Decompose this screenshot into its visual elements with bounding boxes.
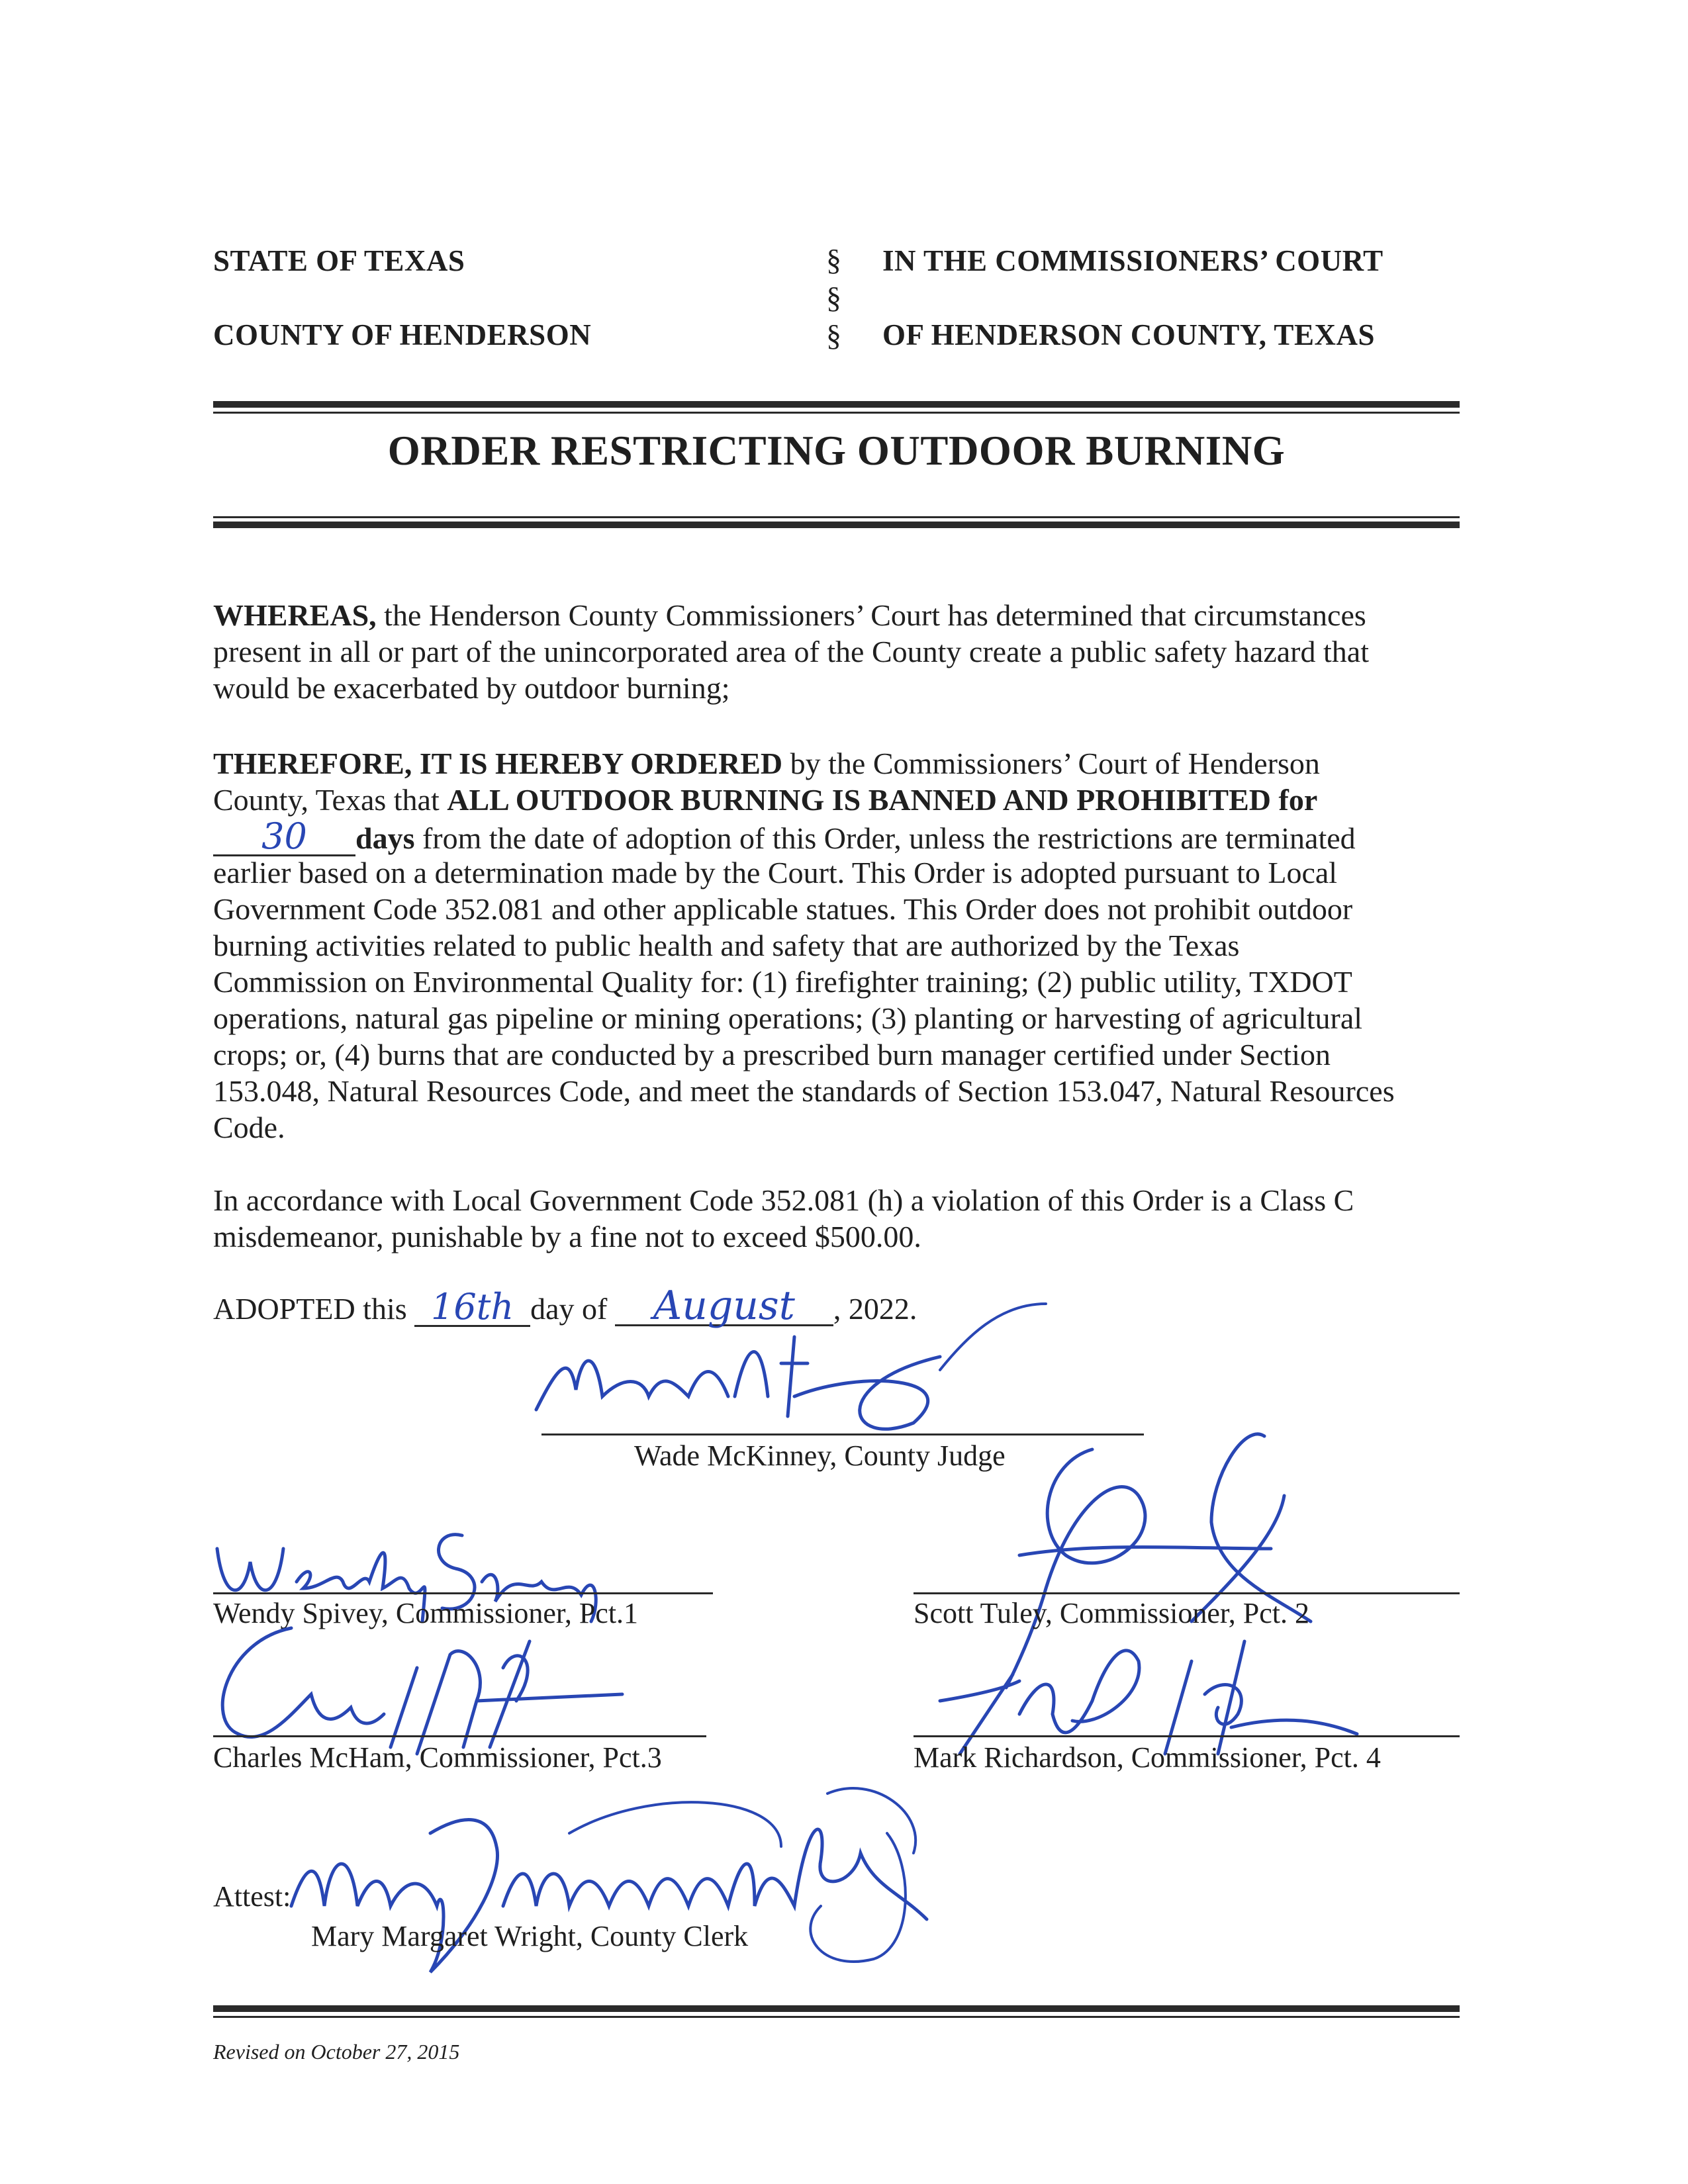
therefore-paragraph	[213, 745, 1471, 1146]
penalty-line-1: In accordance with Local Government Code 352.081 (h) a violation of this Order is a Class C	[213, 1183, 1354, 1217]
pct2-name-label: Scott Tuley, Commissioner, Pct. 2	[914, 1597, 1310, 1629]
caption-court: IN THE COMMISSIONERS’ COURT	[882, 244, 1383, 277]
therefore-line-7: Commission on Environmental Quality for: (1) firefighter training; (2) public utility, TXDOT	[213, 965, 1352, 999]
title-bottom-rule-thin	[213, 516, 1460, 518]
therefore-line-4: earlier based on a determination made by the Court. This Order is adopted pursuant to Local	[213, 856, 1338, 889]
whereas-line-2: present in all or part of the unincorporated area of the County create a public safety hazard that	[213, 635, 1369, 668]
therefore-lead: THEREFORE, IT IS HEREBY ORDERED	[213, 747, 783, 780]
bottom-rule-thin	[213, 2016, 1460, 2018]
caption-state: STATE OF TEXAS	[213, 244, 465, 277]
pct1-signature-line	[213, 1592, 713, 1594]
penalty-line-2: misdemeanor, punishable by a fine not to exceed $500.00.	[213, 1220, 921, 1253]
section-symbol-2: §	[826, 281, 841, 314]
pct1-name-label: Wendy Spivey, Commissioner, Pct.1	[213, 1597, 639, 1629]
therefore-line-9: crops; or, (4) burns that are conducted by a prescribed burn manager certified under Section	[213, 1038, 1331, 1071]
bottom-rule-thick	[213, 2005, 1460, 2012]
whereas-lead: WHEREAS,	[213, 598, 377, 632]
title-top-rule-thick	[213, 401, 1460, 408]
section-symbol-1: §	[826, 243, 841, 277]
therefore-line-1: THEREFORE, IT IS HEREBY ORDERED by the Commissioners’ Court of Henderson	[213, 747, 1320, 780]
title-top-rule-thin	[213, 412, 1460, 414]
clerk-signature	[278, 1774, 973, 1992]
title-bottom-rule-thick	[213, 522, 1460, 528]
days-label: days	[355, 821, 415, 855]
therefore-line-5: Government Code 352.081 and other applicable statues. This Order does not prohibit outdoor	[213, 892, 1353, 926]
clerk-name-label: Mary Margaret Wright, County Clerk	[311, 1920, 749, 1952]
therefore-line-10: 153.048, Natural Resources Code, and meet the standards of Section 153.047, Natural Resources	[213, 1074, 1395, 1108]
therefore-line-2: County, Texas that ALL OUTDOOR BURNING IS BANNED AND PROHIBITED for	[213, 783, 1318, 817]
days-handwritten-value: 30	[213, 818, 355, 856]
whereas-line-1: WHEREAS, the Henderson County Commissioners’ Court has determined that circumstances	[213, 598, 1366, 632]
judge-name-label: Wade McKinney, County Judge	[634, 1439, 1006, 1472]
therefore-line-11: Code.	[213, 1111, 285, 1144]
whereas-line-3: would be exacerbated by outdoor burning;	[213, 671, 730, 705]
ban-statement: ALL OUTDOOR BURNING IS BANNED AND PROHIBITED for	[447, 783, 1318, 817]
document-title: ORDER RESTRICTING OUTDOOR BURNING	[387, 428, 1286, 474]
pct4-signature-line	[914, 1735, 1460, 1737]
revision-footer: Revised on October 27, 2015	[213, 2040, 460, 2064]
therefore-line-8: operations, natural gas pipeline or mining operations; (3) planting or harvesting of agricultural	[213, 1001, 1363, 1035]
caption-county: COUNTY OF HENDERSON	[213, 318, 592, 351]
therefore-line-6: burning activities related to public health and safety that are authorized by the Texas	[213, 929, 1240, 962]
attest-label: Attest:	[213, 1880, 291, 1913]
therefore-line-3: 30 days from the date of adoption of this Order, unless the restrictions are terminated	[213, 818, 1471, 854]
adopted-month-handwritten: August	[615, 1288, 833, 1326]
pct3-name-label: Charles McHam, Commissioner, Pct.3	[213, 1741, 662, 1774]
caption-jurisdiction: OF HENDERSON COUNTY, TEXAS	[882, 318, 1375, 351]
penalty-paragraph	[213, 1182, 1471, 1255]
section-symbol-3: §	[826, 318, 841, 352]
adopted-line: ADOPTED this 16th day of August , 2022.	[213, 1283, 917, 1329]
whereas-paragraph	[213, 597, 1471, 706]
pct2-signature-line	[914, 1592, 1460, 1594]
adopted-day-handwritten: 16th	[414, 1289, 530, 1327]
pct4-name-label: Mark Richardson, Commissioner, Pct. 4	[914, 1741, 1381, 1774]
pct3-signature-line	[213, 1735, 706, 1737]
